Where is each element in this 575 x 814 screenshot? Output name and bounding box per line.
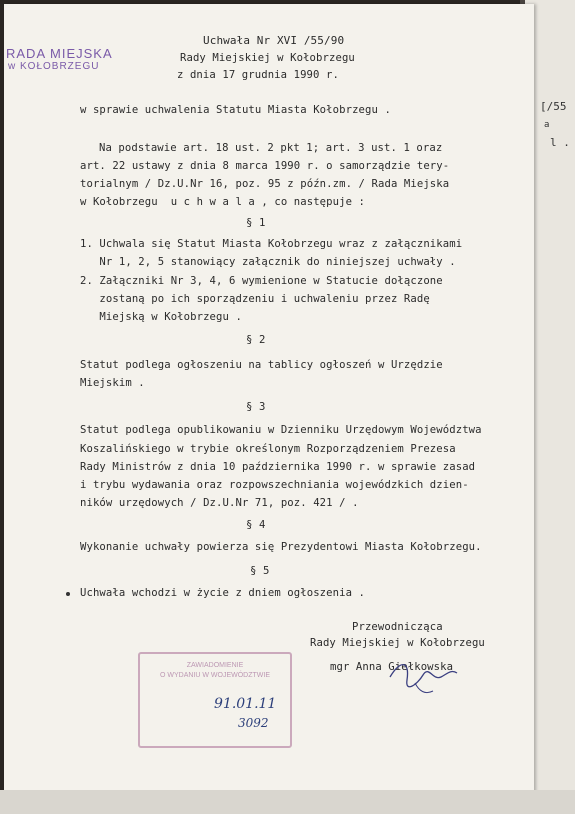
section-1-line: zostaną po ich sporządzeniu i uchwaleniu przez Radę [80, 293, 430, 305]
back-sheet-fragment: a [544, 120, 550, 130]
council-stamp [6, 46, 146, 72]
section-2-heading: § 2 [246, 334, 266, 346]
resolution-issuer: Rady Miejskiej w Kołobrzegu [180, 52, 355, 64]
section-1-line: 1. Uchwala się Statut Miasta Kołobrzegu wraz z załącznikami [80, 238, 463, 250]
received-stamp-line1: ZAWIADOMIENIE [186, 662, 244, 669]
section-5-heading: § 5 [250, 565, 270, 577]
received-number: 3092 [238, 716, 269, 730]
section-4-heading: § 4 [246, 519, 266, 531]
section-3-line: Koszalińskiego w trybie określonym Rozporządzeniem Prezesa [80, 443, 456, 455]
margin-mark [66, 592, 70, 596]
resolution-date: z dnia 17 grudnia 1990 r. [177, 69, 339, 81]
back-sheet-fragment: l . [550, 136, 570, 149]
section-1-line: Miejską w Kołobrzegu . [80, 311, 242, 323]
received-stamp [138, 652, 292, 748]
section-3-line: Statut podlega opublikowaniu w Dzienniku Urzędowym Województwa [80, 424, 482, 436]
section-2-line: Statut podlega ogłoszeniu na tablicy ogłoszeń w Urzędzie [80, 359, 443, 371]
signature-role: Przewodnicząca [352, 621, 443, 633]
section-5-line: Uchwała wchodzi w życie z dniem ogłoszenia . [80, 587, 366, 599]
received-date: 91.01.11 [214, 696, 277, 712]
handwritten-signature [385, 655, 465, 700]
section-3-line: ników urzędowych / Dz.U.Nr 71, poz. 421 / . [80, 497, 359, 509]
resolution-subject: w sprawie uchwalenia Statutu Miasta Kołobrzegu . [80, 104, 391, 116]
section-3-line: i trybu wydawania oraz rozpowszechniania wojewódzkich dzien- [80, 479, 469, 491]
section-1-line: Nr 1, 2, 5 stanowiący załącznik do niniejszej uchwały . [80, 256, 456, 268]
section-2-line: Miejskim . [80, 377, 145, 389]
signature-council: Rady Miejskiej w Kołobrzegu [310, 637, 485, 649]
section-3-line: Rady Ministrów z dnia 10 października 1990 r. w sprawie zasad [80, 461, 476, 473]
section-3-heading: § 3 [246, 401, 266, 413]
preamble-line: torialnym / Dz.U.Nr 16, poz. 95 z późn.zm. / Rada Miejska [80, 178, 450, 190]
resolution-title: Uchwała Nr XVI /55/90 [203, 34, 345, 47]
preamble-line: Na podstawie art. 18 ust. 2 pkt 1; art. 3 ust. 1 oraz [99, 142, 443, 154]
back-sheet-fragment: [/55 [540, 100, 567, 113]
page-bottom-edge [0, 790, 575, 814]
preamble-line: w Kołobrzegu u c h w a l a , co następuje : [80, 196, 366, 208]
section-4-line: Wykonanie uchwały powierza się Prezydentowi Miasta Kołobrzegu. [80, 541, 482, 553]
received-stamp-line2: O WYDANIU W WOJEWÓDZTWIE [159, 672, 271, 679]
section-1-heading: § 1 [246, 217, 266, 229]
preamble-line: art. 22 ustawy z dnia 8 marca 1990 r. o samorządzie tery- [80, 160, 450, 172]
council-stamp-line1: RADA MIEJSKA [6, 46, 113, 61]
council-stamp-line2: w KOŁOBRZEGU [8, 61, 100, 72]
signature-name: mgr Anna Giełkowska [330, 661, 454, 673]
section-1-line: 2. Załączniki Nr 3, 4, 6 wymienione w Statucie dołączone [80, 275, 443, 287]
